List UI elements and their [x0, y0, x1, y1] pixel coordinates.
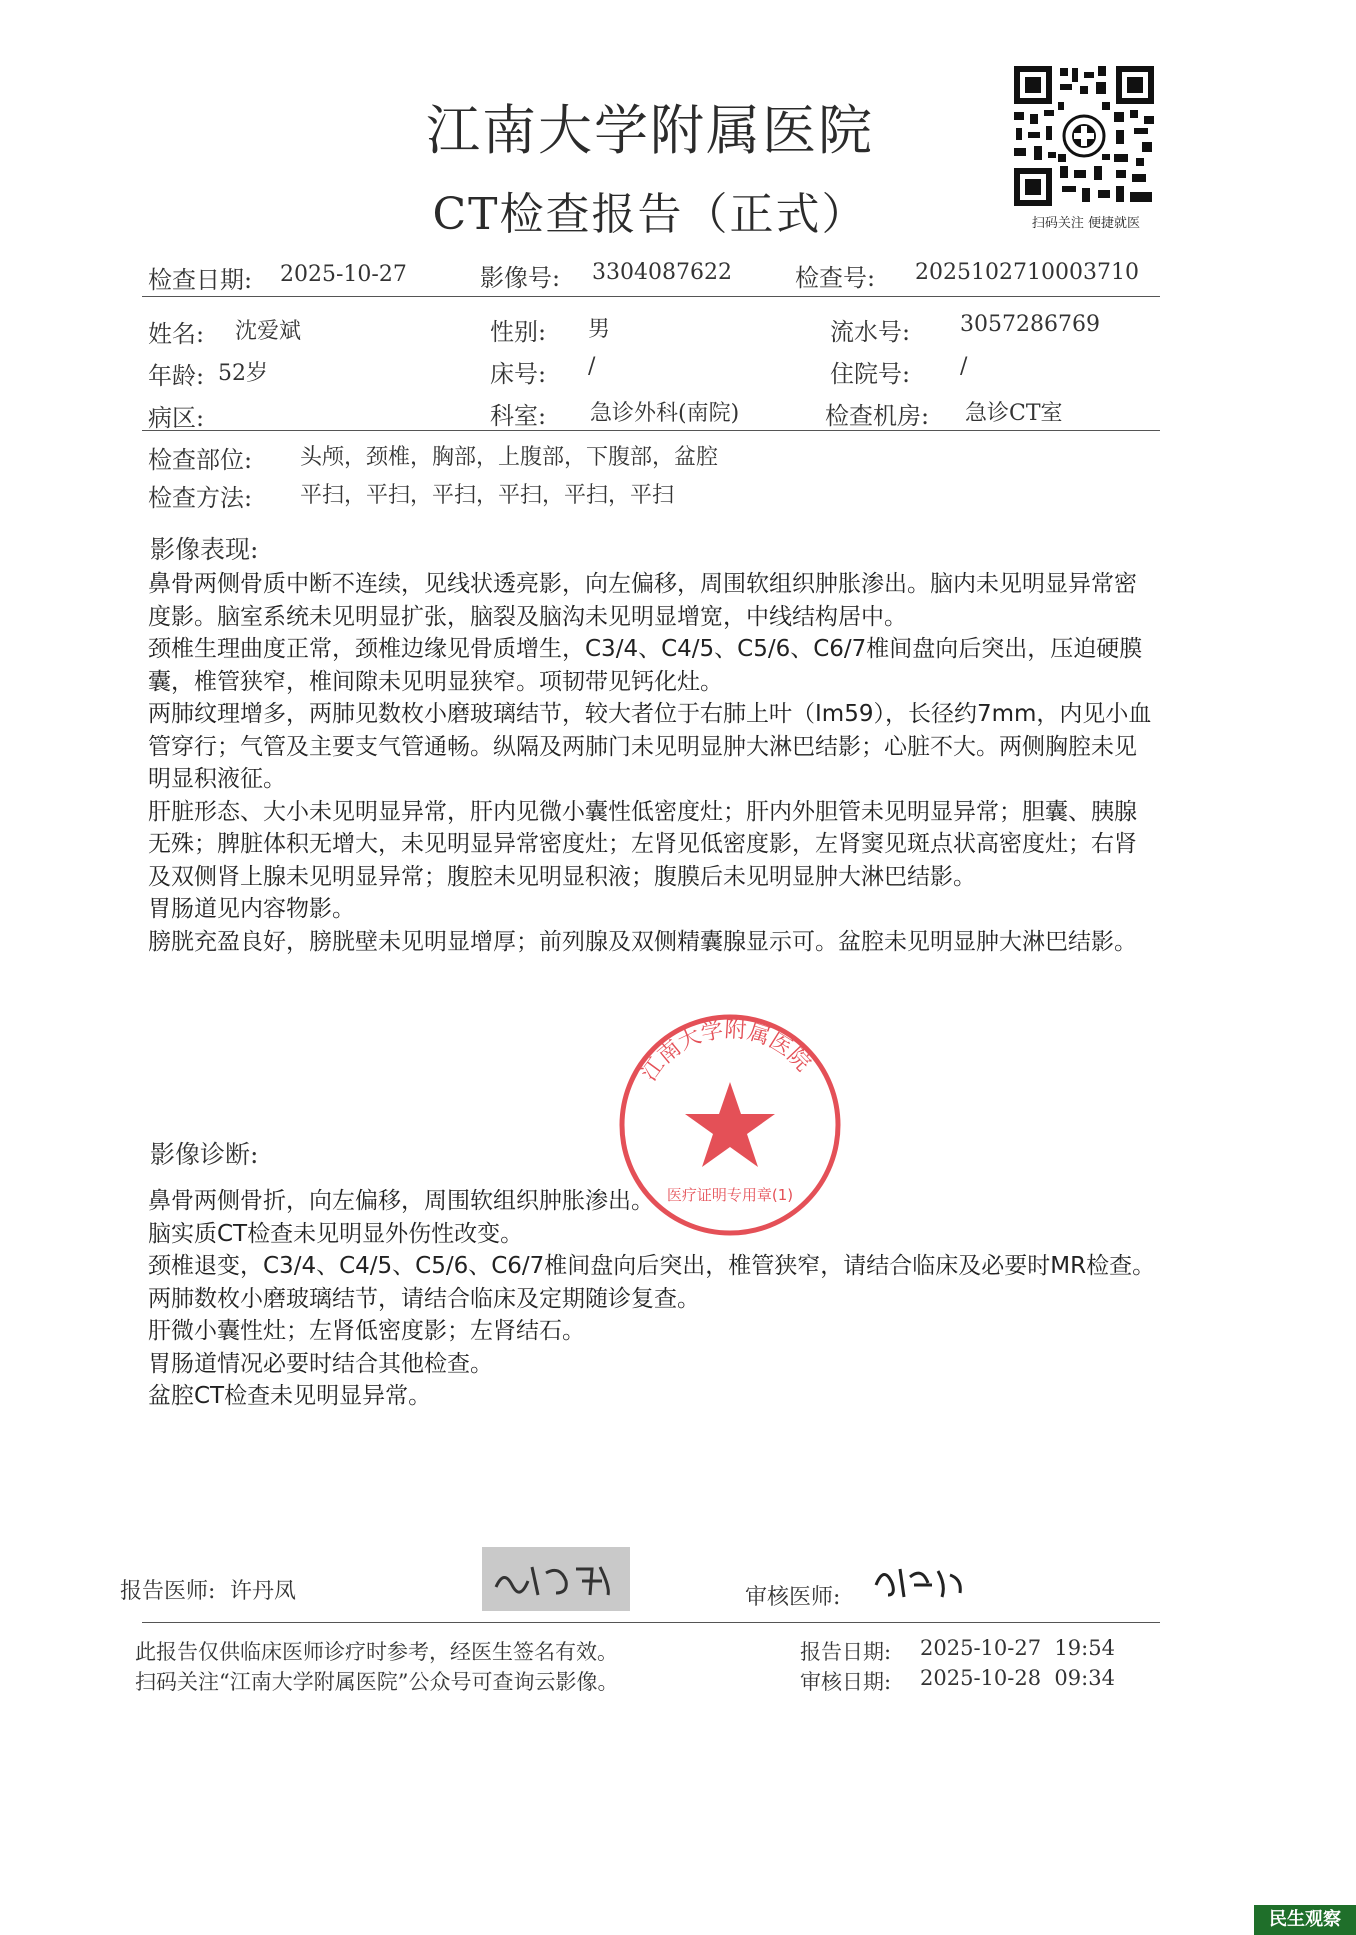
- findings-paragraph: 胃肠道见内容物影。: [148, 896, 355, 922]
- diagnosis-paragraph: 脑实质CT检查未见明显外伤性改变。: [148, 1220, 524, 1247]
- bed-no: /: [588, 354, 596, 379]
- exam-method-label: 检查方法:: [148, 484, 253, 512]
- hospital-name: 江南大学附属医院: [426, 99, 874, 162]
- reporter-label: 报告医师:: [120, 1579, 216, 1604]
- inpatient-label: 住院号:: [830, 360, 911, 388]
- qr-code-icon[interactable]: [1010, 62, 1158, 210]
- dept-label: 科室:: [490, 402, 547, 430]
- findings-label: 影像表现:: [150, 535, 259, 564]
- inpatient-no: /: [960, 354, 968, 379]
- exam-part-label: 检查部位:: [148, 446, 253, 474]
- bed-label: 床号:: [490, 360, 547, 388]
- image-no-label: 影像号:: [480, 264, 561, 292]
- patient-name: 沈爱斌: [235, 319, 302, 344]
- diagnosis-paragraph: 鼻骨两侧骨折，向左偏移，周围软组织肿胀渗出。: [148, 1188, 654, 1214]
- serial-label: 流水号:: [830, 318, 911, 346]
- divider-footer: [142, 1622, 1160, 1623]
- reporter-signature-image: [482, 1547, 630, 1611]
- room-value: 急诊CT室: [965, 401, 1063, 426]
- report-date: 2025-10-27 19:54: [920, 1636, 1115, 1660]
- review-date: 2025-10-28 09:34: [920, 1666, 1115, 1690]
- patient-age: 52岁: [218, 361, 268, 386]
- findings-paragraph: 两肺纹理增多，两肺见数枚小磨玻璃结节，较大者位于右肺上叶（Im59），长径约7mm，内见小血管穿行；气管及主要支气管通畅。纵隔及两肺门未见明显肿大淋巴结影；心脏不大。两侧胸腔未见明显积液征。: [148, 701, 1152, 792]
- reviewer-label: 审核医师:: [745, 1585, 841, 1610]
- sex-label: 性别:: [490, 318, 547, 346]
- exam-no-label: 检查号:: [795, 264, 876, 292]
- review-date-label: 审核日期:: [800, 1670, 892, 1694]
- diagnosis-paragraph: 肝微小囊性灶；左肾低密度影；左肾结石。: [148, 1318, 585, 1344]
- footer-note-qr: 扫码关注“江南大学附属医院”公众号可查询云影像。: [135, 1670, 619, 1694]
- hospital-seal-icon: [615, 1010, 845, 1240]
- findings-paragraph: 颈椎生理曲度正常，颈椎边缘见骨质增生，C3/4、C4/5、C5/6、C6/7椎间盘向后突出，压迫硬膜囊，椎管狭窄，椎间隙未见明显狭窄。项韧带见钙化灶。: [148, 636, 1143, 695]
- exam-no: 2025102710003710: [915, 260, 1139, 285]
- findings-text: [148, 568, 1158, 958]
- exam-date: 2025-10-27: [280, 262, 407, 287]
- divider-info: [142, 430, 1160, 431]
- findings-paragraph: 肝脏形态、大小未见明显异常，肝内见微小囊性低密度灶；肝内外胆管未见明显异常；胆囊、胰腺无殊；脾脏体积无增大，未见明显异常密度灶；左肾见低密度影，左肾窦见斑点状高密度灶；右肾及双侧肾上腺未见明显异常；腹腔未见明显积液；腹膜后未见明显肿大淋巴结影。: [148, 798, 1137, 890]
- diagnosis-paragraph: 颈椎退变，C3/4、C4/5、C5/6、C6/7椎间盘向后突出，椎管狭窄，请结合临床及必要时MR检查。: [148, 1253, 1156, 1279]
- name-label: 姓名:: [148, 320, 205, 348]
- report-title: CT检查报告（正式）: [432, 189, 868, 240]
- exam-date-label: 检查日期:: [148, 266, 253, 294]
- exam-method: 平扫，平扫，平扫，平扫，平扫，平扫: [300, 483, 675, 508]
- diagnosis-paragraph: 胃肠道情况必要时结合其他检查。: [148, 1350, 493, 1377]
- diagnosis-paragraph: 两肺数枚小磨玻璃结节，请结合临床及定期随诊复查。: [148, 1285, 700, 1312]
- diagnosis-paragraph: 盆腔CT检查未见明显异常。: [148, 1383, 432, 1409]
- divider-top: [142, 296, 1160, 297]
- corner-watermark: 民生观察: [1254, 1905, 1356, 1935]
- findings-paragraph: 膀胱充盈良好，膀胱壁未见明显增厚；前列腺及双侧精囊腺显示可。盆腔未见明显肿大淋巴结影。: [148, 928, 1137, 955]
- image-no: 3304087622: [592, 260, 732, 285]
- diagnosis-label: 影像诊断:: [150, 1140, 259, 1169]
- room-label: 检查机房:: [825, 402, 930, 430]
- age-label: 年龄:: [148, 362, 205, 390]
- dept-value: 急诊外科(南院): [590, 401, 740, 426]
- svg-text:江南大学附属医院: 江南大学附属医院: [636, 1017, 816, 1086]
- svg-text:医疗证明专用章(1): 医疗证明专用章(1): [666, 1186, 794, 1204]
- report-date-label: 报告日期:: [800, 1640, 892, 1664]
- qr-caption: 扫码关注 便捷就医: [1031, 216, 1141, 231]
- findings-paragraph: 鼻骨两侧骨质中断不连续，见线状透亮影，向左偏移，周围软组织肿胀渗出。脑内未见明显异常密度影。脑室系统未见明显扩张，脑裂及脑沟未见明显增宽，中线结构居中。: [148, 571, 1137, 630]
- footer-note-validity: 此报告仅供临床医师诊疗时参考，经医生签名有效。: [135, 1640, 618, 1664]
- ward-label: 病区:: [148, 404, 205, 432]
- exam-part: 头颅，颈椎，胸部，上腹部，下腹部，盆腔: [300, 445, 719, 470]
- reviewer-signature-icon: [870, 1555, 970, 1605]
- reporter-name: 许丹凤: [230, 1579, 297, 1604]
- serial-no: 3057286769: [960, 312, 1100, 337]
- patient-sex: 男: [588, 317, 611, 342]
